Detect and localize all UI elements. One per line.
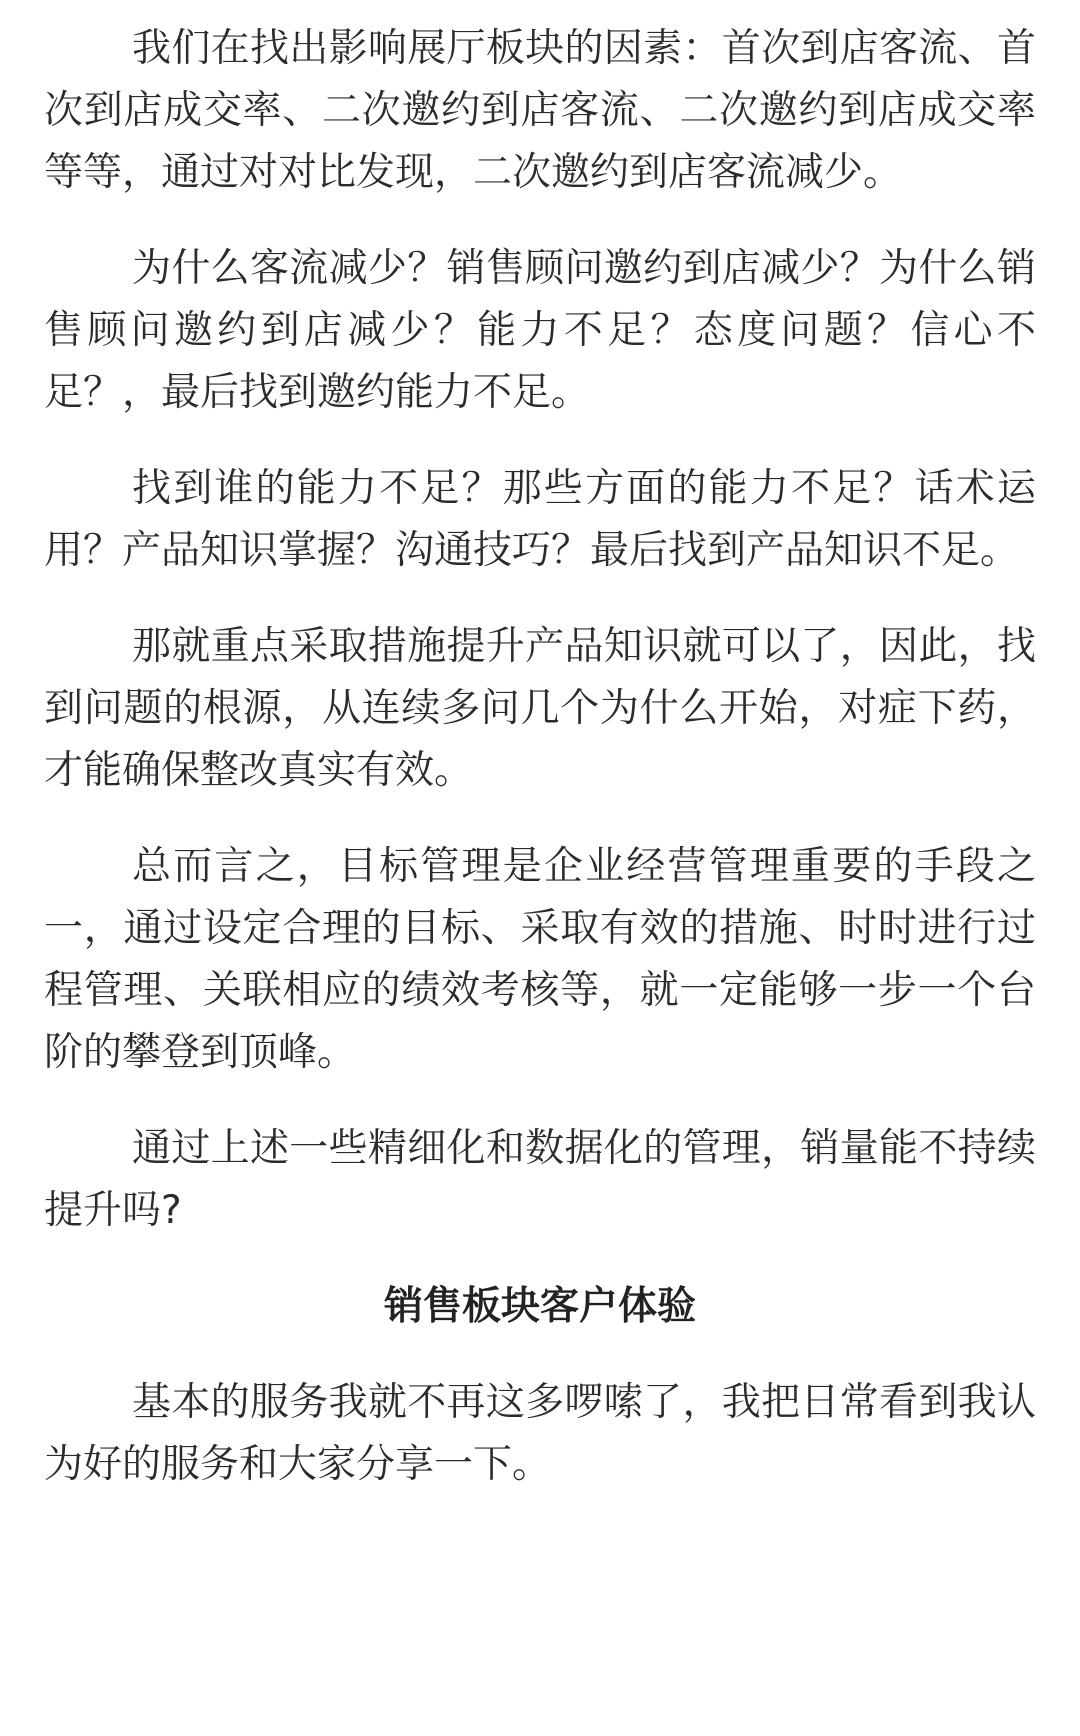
- paragraph-showroom-factors: 我们在找出影响展厅板块的因素：首次到店客流、首次到店成交率、二次邀约到店客流、二次邀约到店成交率等等，通过对对比发现，二次邀约到店客流减少。: [44, 26, 1036, 195]
- paragraph-take-measures: 那就重点采取措施提升产品知识就可以了，因此，找到问题的根源，从连续多问几个为什么开始，对症下药，才能确保整改真实有效。: [44, 624, 1036, 793]
- paragraph-why-traffic-down: 为什么客流减少？销售顾问邀约到店减少？为什么销售顾问邀约到店减少？能力不足？态度问题？信心不足？，最后找到邀约能力不足。: [44, 246, 1036, 415]
- paragraph-whose-ability: 找到谁的能力不足？那些方面的能力不足？话术运用？产品知识掌握？沟通技巧？最后找到产品知识不足。: [44, 466, 1036, 573]
- paragraph-summary: 总而言之，目标管理是企业经营管理重要的手段之一，通过设定合理的目标、采取有效的措施、时时进行过程管理、关联相应的绩效考核等，就一定能够一步一个台阶的攀登到顶峰。: [44, 844, 1036, 1075]
- article-body: [44, 18, 1036, 1530]
- paragraph-basic-service: 基本的服务我就不再这多啰嗦了，我把日常看到我认为好的服务和大家分享一下。: [44, 1380, 1036, 1487]
- section-heading: 销售板块客户体验: [383, 1284, 696, 1329]
- paragraph-sales-question: 通过上述一些精细化和数据化的管理，销量能不持续提升吗?: [44, 1126, 1036, 1233]
